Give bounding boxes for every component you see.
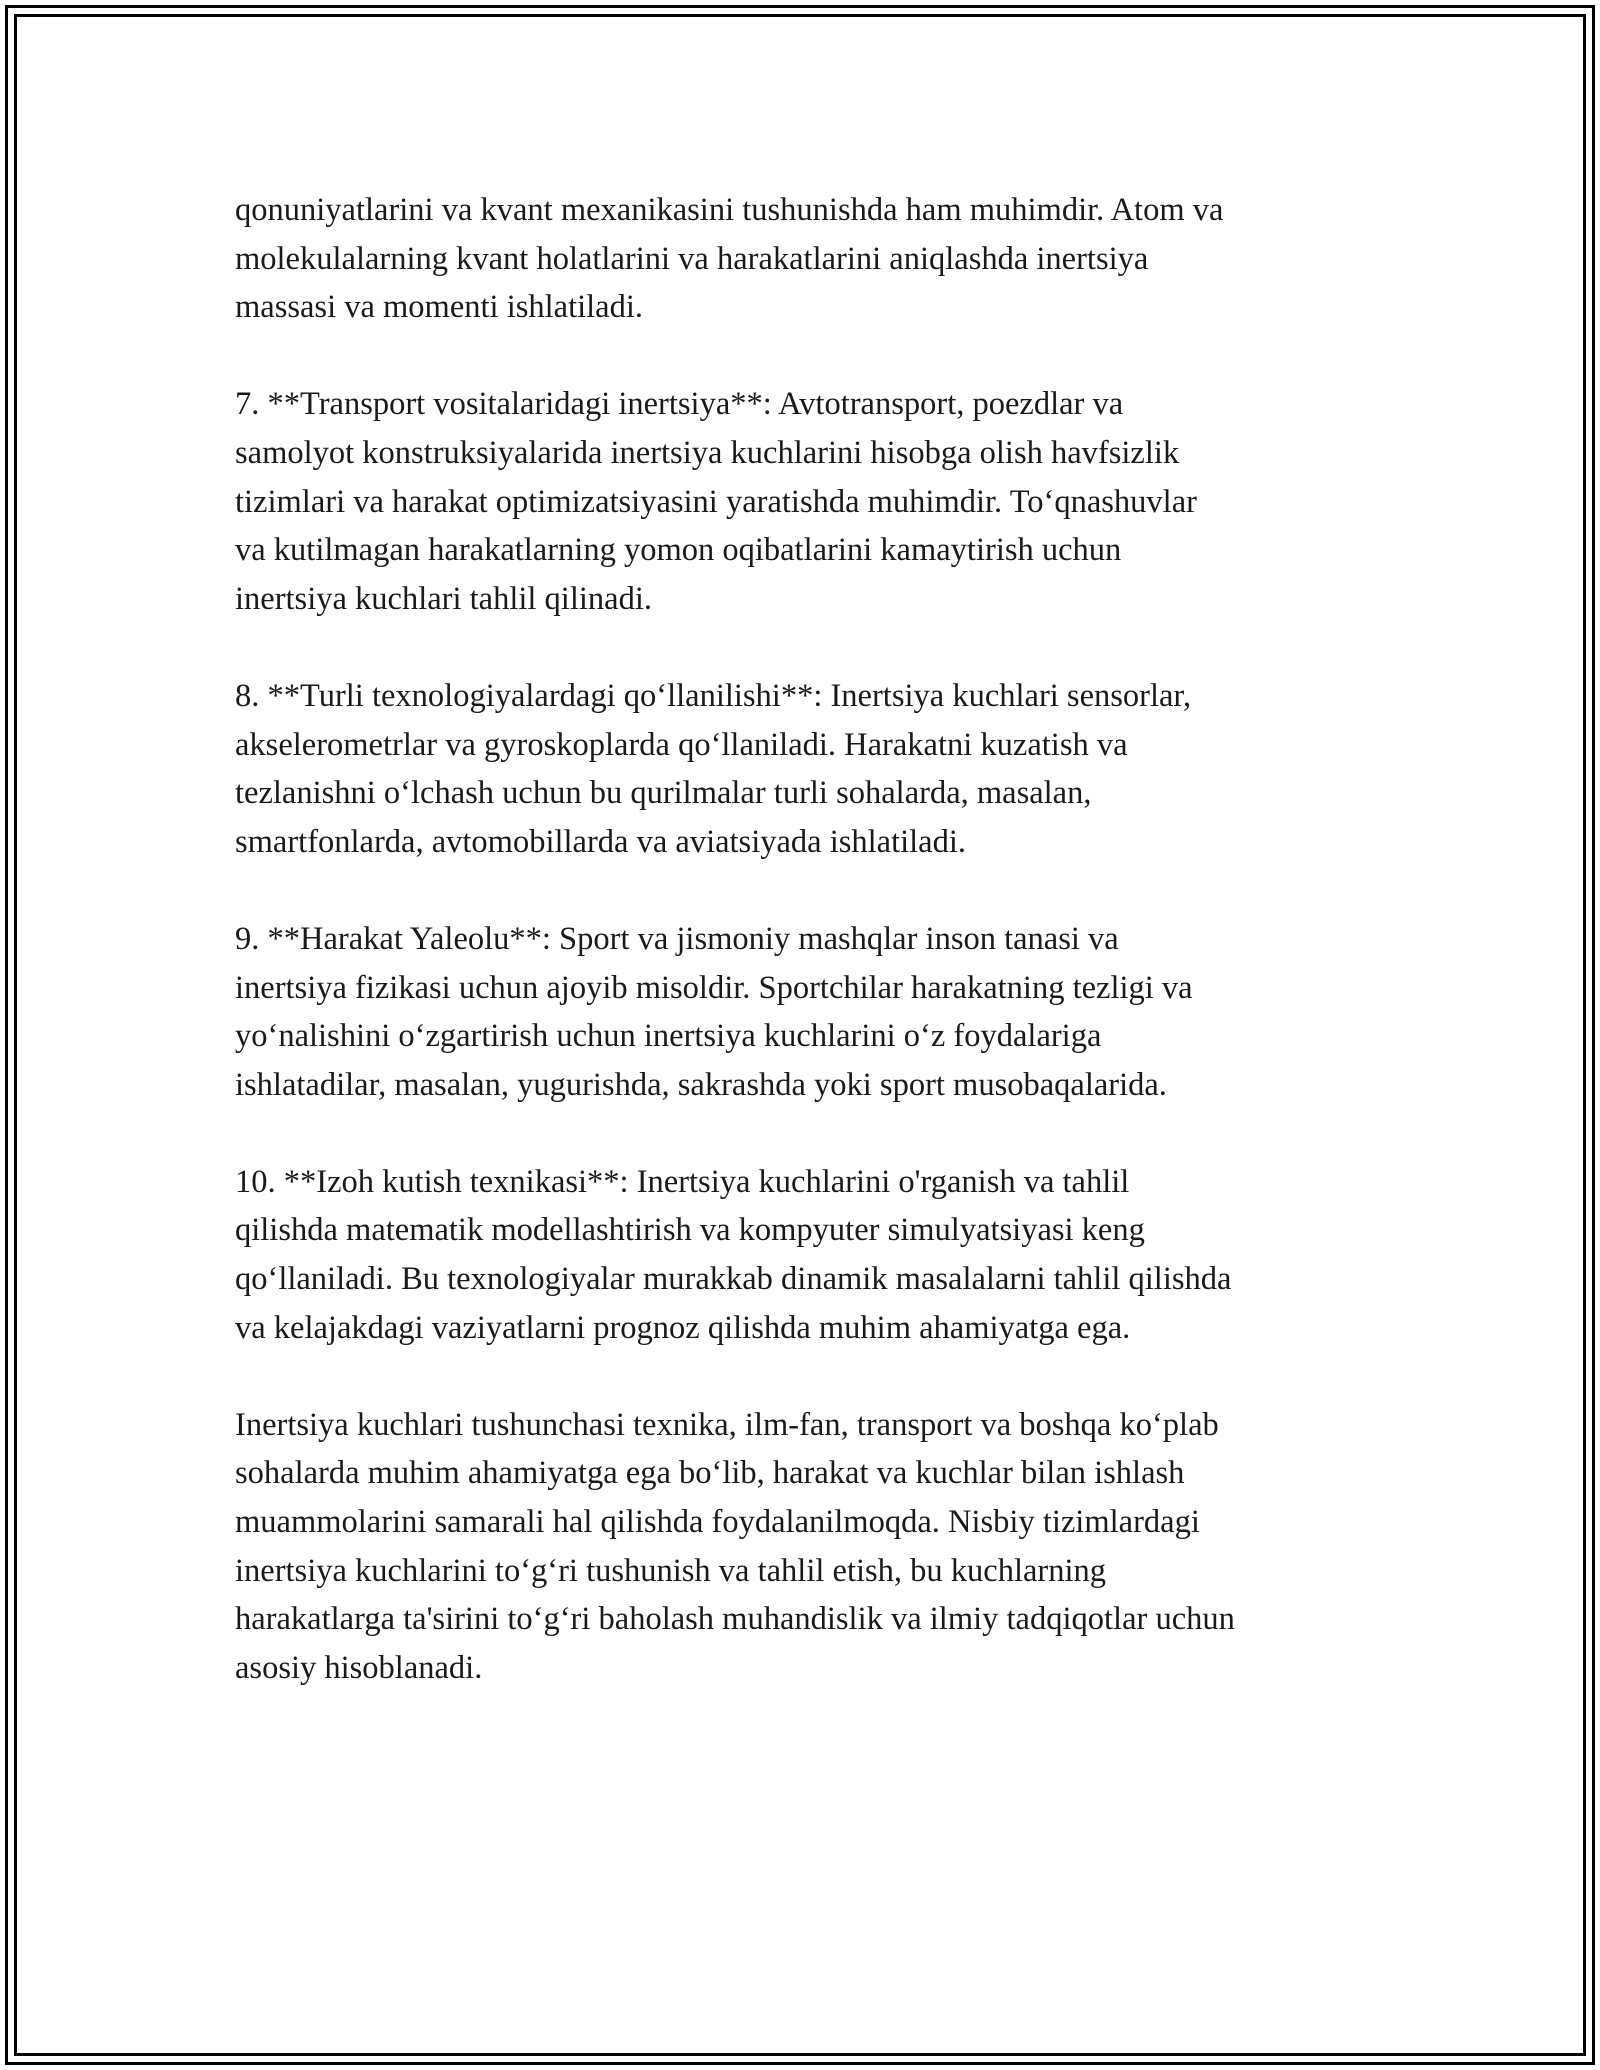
paragraph-item-7: 7. **Transport vositalaridagi inertsiya**: Avtotransport, poezdlar va samolyot konstruksiyalarida inertsiya kuchlarini hisobga olish havfsizlik tizimlari va harakat optimizatsiyasini yaratishda muhimdir. To‘qnashuvlar va kutilmagan harakatlarning yomon oqibatlarini kamaytirish uchun inertsiya kuchlari tahlil qilinadi. [235, 386, 1197, 617]
paragraph-item-9: 9. **Harakat Yaleolu**: Sport va jismoniy mashqlar inson tanasi va inertsiya fizikasi uchun ajoyib misoldir. Sportchilar harakatning tezligi va yo‘nalishini o‘zgartirish uchun inertsiya kuchlarini o‘z foydalariga ishlatadilar, masalan, yugurishda, sakrashda yoki sport musobaqalarida. [235, 920, 1193, 1103]
paragraph-intro-continuation: qonuniyatlarini va kvant mexanikasini tushunishda ham muhimdir. Atom va molekulalarning kvant holatlarini va harakatlarini aniqlashda inertsiya massasi va momenti ishlatiladi. [235, 192, 1224, 326]
paragraph-conclusion: Inertsiya kuchlari tushunchasi texnika, ilm-fan, transport va boshqa ko‘plab sohalarda muhim ahamiyatga ega bo‘lib, harakat va kuchlar bilan ishlash muammolarini samarali hal qilishda foydalanilmoqda. Nisbiy tizimlardagi inertsiya kuchlarini to‘g‘ri tushunish va tahlil etish, bu kuchlarning harakatlarga ta'sirini to‘g‘ri baholash muhandislik va ilmiy tadqiqotlar uchun asosiy hisoblanadi. [235, 1406, 1235, 1686]
document-body [235, 186, 1365, 1741]
paragraph-item-10: 10. **Izoh kutish texnikasi**: Inertsiya kuchlarini o'rganish va tahlil qilishda matematik modellashtirish va kompyuter simulyatsiyasi keng qo‘llaniladi. Bu texnologiyalar murakkab dinamik masalalarni tahlil qilishda va kelajakdagi vaziyatlarni prognoz qilishda muhim ahamiyatga ega. [235, 1163, 1232, 1346]
paragraph-item-8: 8. **Turli texnologiyalardagi qo‘llanilishi**: Inertsiya kuchlari sensorlar, akselerometrlar va gyroskoplarda qo‘llaniladi. Harakatni kuzatish va tezlanishni o‘lchash uchun bu qurilmalar turli sohalarda, masalan, smartfonlarda, avtomobillarda va aviatsiyada ishlatiladi. [235, 677, 1192, 860]
